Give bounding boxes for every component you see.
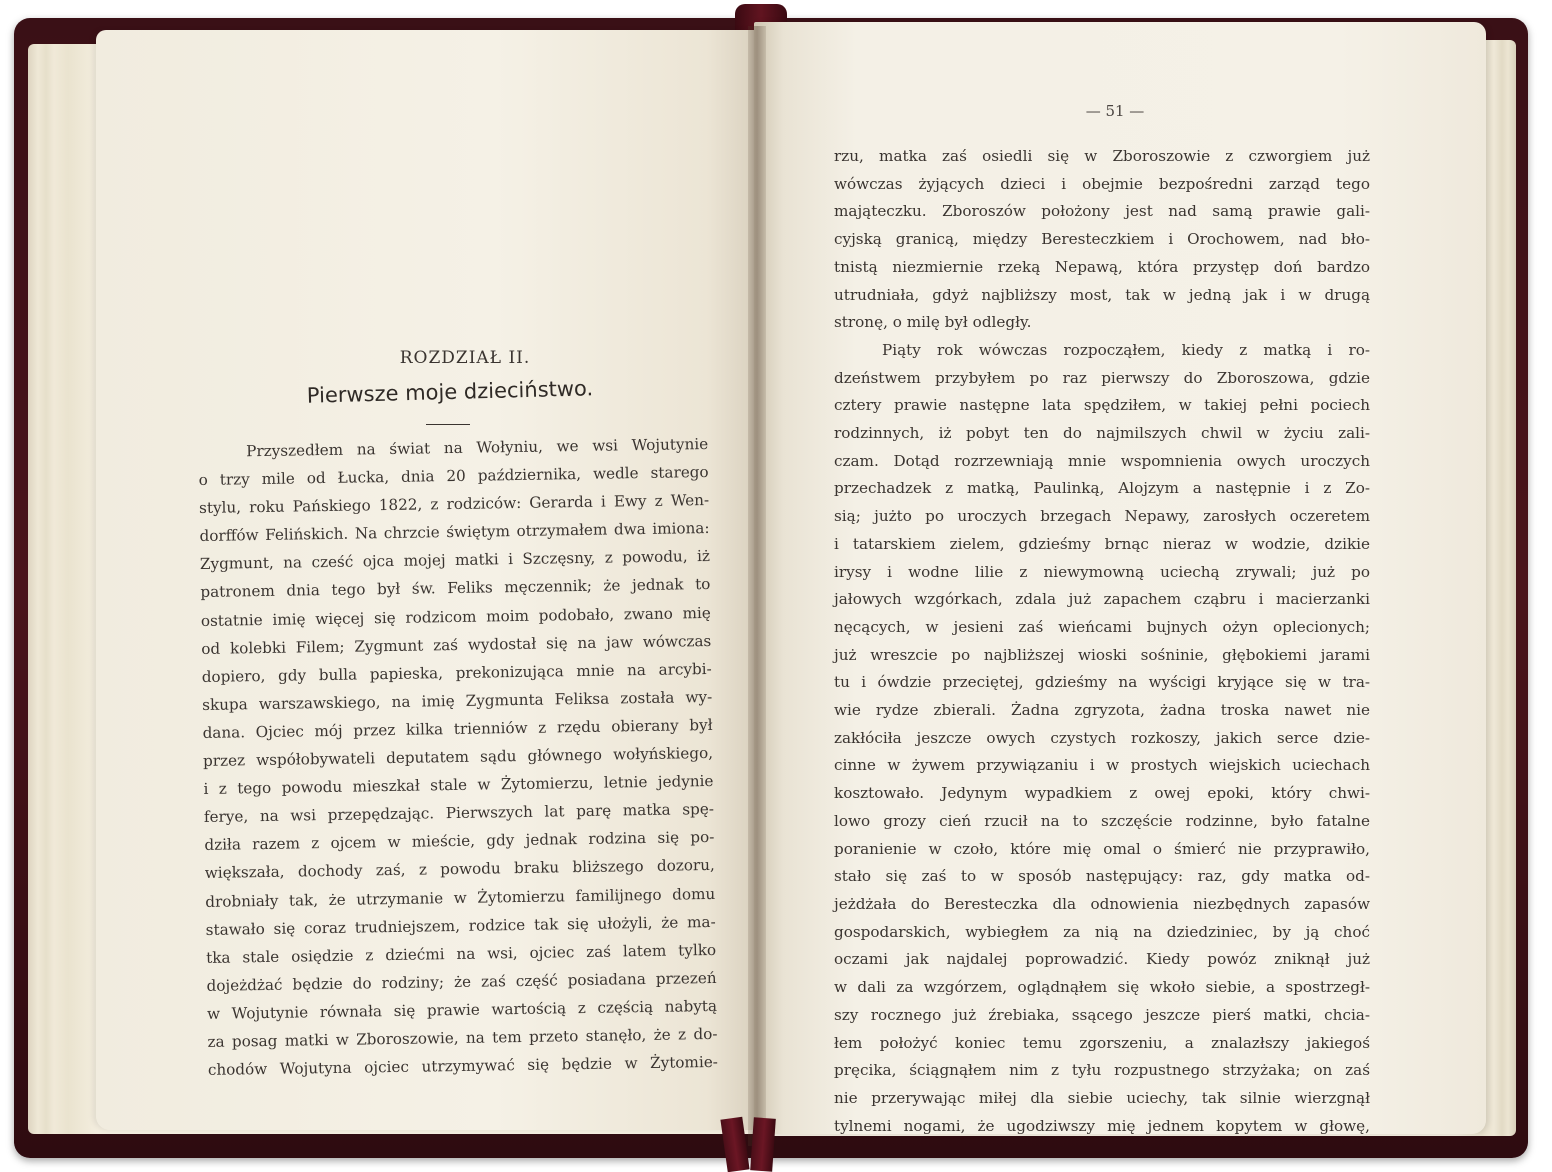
text-line: nęcących, w jesieni zaś wieńcami bujnych ożyn oplecionych; [834,617,1370,636]
text-line: dana. Ojciec mój przez kilka trienniów z rzędu obierany był [202,715,713,742]
text-line: tylnemi nogami, że ugodziwszy mię jednem kopytem w głowę, [834,1116,1370,1135]
text-line: cinne w żywem przywiązaniu i w prostych wiejskich uciechach [834,756,1370,775]
text-line: szy rocznego już źrebiaka, ssącego jeszcze pierś matki, chcia- [834,1005,1370,1024]
text-line: rzu, matka zaś osiedli się w Zboroszowie z czworgiem już [834,147,1370,165]
text-line: jałowych wzgórkach, zdala już zapachem cząbru i macierzanki [834,590,1370,609]
text-line: rodzinnych, iż pobyt ten do najmilszych chwil w życiu zali- [834,424,1370,443]
right-page-text [834,143,1370,1140]
text-line: poranienie w czoło, które mię omal o śmierć nie przyprawiło, [834,839,1370,858]
text-line: czam. Dotąd rozrzewniają mnie wspomnienia owych uroczych [834,451,1370,470]
text-line: łem położyć koniec temu zgorszeniu, a znalazłszy jakiegoś [834,1033,1370,1052]
text-line: Przyszedłem na świat na Wołyniu, we wsi Wojutynie [246,434,709,461]
text-line: stylu, roku Pańskiego 1822, z rodziców: Gerarda i Ewy z Wen- [198,491,710,518]
text-line: dzeństwem przybyłem po raz pierwszy do Zboroszowa, gdzie [834,368,1370,387]
bookmark-ribbon [750,1117,776,1171]
text-line: nie przerywając miłej dla siebie uciechy, tak silnie wierzgnął [834,1088,1370,1107]
text-line: jeżdżała do Beresteczka dla odnowienia niezbędnych zapasów [834,894,1370,913]
text-line: irysy i wodne lilie z niewymowną uciechą zrywali; już po [834,562,1370,581]
text-line: przez współobywateli deputatem sądu głównego wołyńskiego, [202,743,714,770]
text-line: kosztowało. Jedynym wypadkiem z owej epoki, który chwi- [834,784,1370,803]
title-divider [426,424,470,425]
text-line: i tatarskiem zielem, gdzieśmy brnąc nieraz w wodzie, dzikie [834,534,1370,553]
text-line: ostatnie imię więcej się rodzicom moim podobało, zwano mię [200,603,711,630]
page-number: — 51 — [1085,102,1145,120]
text-line: lowo grozy cień rzucił na to szczęście rodzinne, było fatalne [834,811,1370,830]
chapter-title: ROZDZIAŁ II. [399,348,531,368]
text-line: dojeżdżać będzie do rodziny; że zaś część posiadana przezeń [206,968,717,995]
text-line: ferye, na wsi przepędzając. Pierwszych lat parę matka spę- [203,800,715,827]
text-line: o trzy mile od Łucka, dnia 20 października, wedle starego [198,463,709,490]
text-line: cyjską granicą, między Beresteczkiem i Orochowem, nad bło- [834,230,1370,249]
chapter-subtitle: Pierwsze moje dzieciństwo. [306,376,594,408]
book-gutter [748,26,766,1146]
text-line: stało się zaś to w sposób następujący: raz, gdy matka od- [834,867,1370,886]
text-line: tnistą niezmiernie rzeką Nepawą, która przystęp doń bardzo [834,257,1370,276]
text-line: chodów Wojutyna ojciec utrzymywać się będzie w Żytomie- [207,1052,719,1079]
text-line: skupa warszawskiego, na imię Zygmunta Feliksa została wy- [202,687,713,714]
text-line: i z tego powodu mieszkał stale w Żytomierzu, letnie jedynie [203,772,714,799]
text-line: dopiero, gdy bulla papieska, prekonizująca mnie na arcybi- [201,659,712,686]
text-line: za posag matki w Zboroszowie, na tem przeto stanęło, że z do- [207,1024,718,1051]
text-line: patronem dnia tego był św. Feliks męczennik; że jednak to [200,575,711,602]
text-line: tka stale osiędzie z dziećmi na wsi, ojciec zaś latem tylko [206,940,717,967]
text-line: w dali za wzgórzem, oglądnąłem się wkoło siebie, a spostrzegł- [834,978,1370,997]
text-line: gospodarskich, wybiegłem za nią na dziedziniec, by ją choć [834,922,1370,941]
text-line: dorffów Felińskich. Na chrzcie świętym otrzymałem dwa imiona: [199,519,710,546]
text-line: już wreszcie po najbliższej wioski sośninie, głębokiemi jarami [834,645,1370,664]
text-line: wówczas żyjących dzieci i obejmie bezpośredni zarząd tego [834,174,1370,193]
text-line: większała, dochody zaś, z powodu braku bliższego dozoru, [204,856,715,883]
left-page-text [198,430,718,1084]
text-line: mająteczku. Zboroszów położony jest nad samą prawie gali- [834,202,1370,221]
text-line: wie rydze zbierali. Żadna zgryzota, żadna troska nawet nie [834,701,1370,720]
text-line: tu i ówdzie przeciętej, gdzieśmy na wyścigi kryjące się w tra- [834,673,1370,692]
text-line: zakłóciła jeszcze owych czystych rozkoszy, jakich serce dzie- [834,728,1370,747]
text-line: utrudniała, gdyż najbliższy most, tak w jedną jak i w drugą [834,285,1370,304]
text-line: przechadzek z matką, Paulinką, Alojzym a następnie i z Zo- [834,479,1370,498]
text-line: stronę, o milę był odległy. [834,313,1032,332]
text-line: stawało się coraz trudniejszem, rodzice tak się ułożyli, że ma- [205,912,716,939]
text-line: sią; jużto po uroczych brzegach Nepawy, zarosłych oczeretem [834,507,1370,526]
text-line: oczami jak najdalej poprowadzić. Kiedy powóz zniknął już [834,950,1370,969]
text-line: Zygmunt, na cześć ojca mojej matki i Szczęsny, z powodu, iż [199,547,711,574]
text-line: w Wojutynie równała się prawie wartością z częścią nabytą [206,996,718,1023]
text-line: cztery prawie następne lata spędziłem, w takiej pełni pociech [834,396,1370,415]
text-line: pręcika, ściągnąłem nim z tyłu rozpustnego strzyżaka; on zaś [834,1061,1370,1080]
text-line: od kolebki Filem; Zygmunt zaś wydostał się na jaw wówczas [201,631,712,658]
text-line: Piąty rok wówczas rozpocząłem, kiedy z matką i ro- [882,340,1370,359]
text-line: drobniały tak, że utrzymanie w Żytomierzu familijnego domu [205,884,716,911]
text-line: dziła razem z ojcem w mieście, gdy jednak rodzina się po- [204,828,715,855]
